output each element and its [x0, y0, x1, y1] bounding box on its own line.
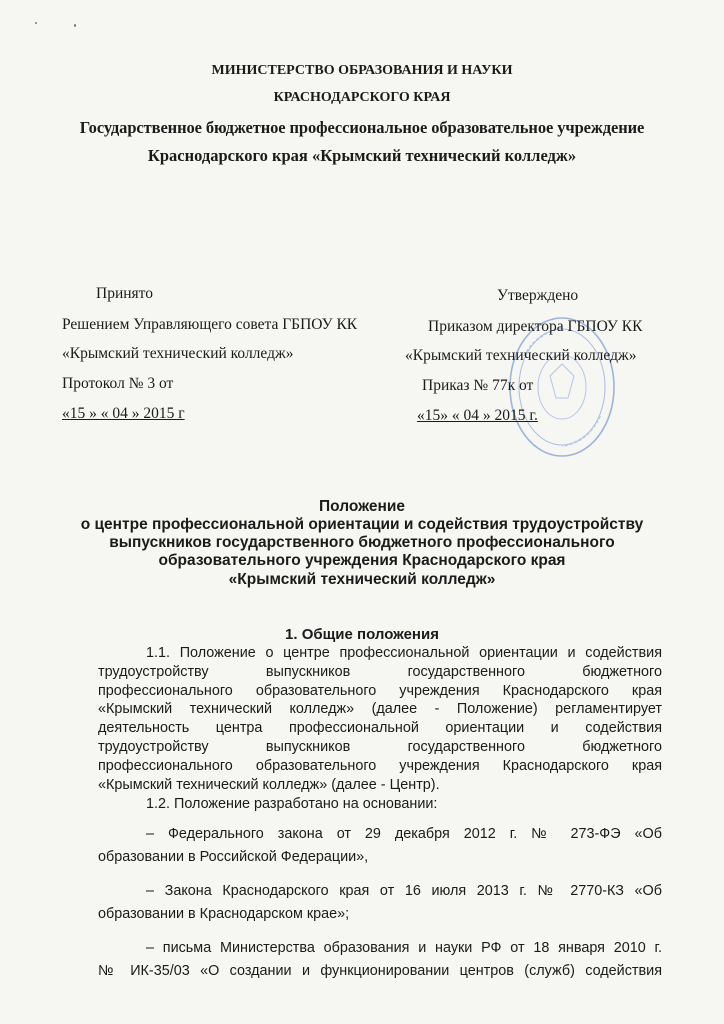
accepted-line-3: Протокол № 3 от	[62, 375, 174, 392]
body-line: образовании в Российской Федерации»,	[98, 849, 369, 865]
approved-line-3: Приказ № 77к от	[422, 377, 534, 394]
body-line: «Крымский технический колледж» (далее - Положение) регламентирует	[98, 701, 662, 717]
accepted-line-2: «Крымский технический колледж»	[62, 345, 294, 362]
doc-title-line-1: Положение	[318, 498, 406, 515]
section-heading: 1. Общие положения	[285, 626, 439, 643]
scan-speck	[74, 24, 76, 27]
body-line: 1.1. Положение о центре профессиональной ориентации и содействия	[146, 645, 662, 661]
doc-title-line-2: о центре профессиональной ориентации и содействия трудоустройству	[80, 516, 644, 533]
doc-title-line-3: выпускников государственного бюджетного профессионального	[109, 534, 615, 551]
doc-title-line-5: «Крымский технический колледж»	[228, 571, 496, 588]
body-line: «Крымский технический колледж» (далее - Центр).	[98, 777, 440, 793]
region-name: КРАСНОДАРСКОГО КРАЯ	[273, 90, 451, 105]
body-line: трудоустройству выпускников государственного бюджетного	[98, 664, 662, 680]
accepted-date: «15 » « 04 » 2015 г	[62, 405, 185, 422]
approved-title: Утверждено	[497, 287, 579, 304]
accepted-line-1: Решением Управляющего совета ГБПОУ КК	[62, 316, 358, 333]
institution-name: Краснодарского края «Крымский технический колледж»	[147, 146, 577, 165]
body-line: трудоустройству выпускников государственного бюджетного	[98, 739, 662, 755]
body-line: 1.2. Положение разработано на основании:	[146, 796, 438, 812]
approved-line-2: «Крымский технический колледж»	[405, 347, 637, 364]
accepted-title: Принято	[96, 285, 153, 302]
ministry-name: МИНИСТЕРСТВО ОБРАЗОВАНИЯ И НАУКИ	[211, 63, 513, 78]
body-line: – Закона Краснодарского края от 16 июля 2013 г. № 2770-КЗ «Об	[146, 883, 662, 899]
body-line: деятельность центра профессиональной ориентации и содействия	[98, 720, 662, 736]
body-line: профессионального образовательного учреждения Краснодарского края	[98, 758, 662, 774]
body-line: № ИК-35/03 «О создании и функционировании центров (служб) содействия	[98, 963, 662, 979]
body-line: профессионального образовательного учреждения Краснодарского края	[98, 683, 662, 699]
scan-speck	[35, 22, 37, 24]
doc-title-line-4: образовательного учреждения Краснодарского края	[158, 552, 566, 569]
body-line: – письма Министерства образования и науки РФ от 18 января 2010 г.	[146, 940, 662, 956]
approved-date: «15» « 04 » 2015 г.	[417, 407, 538, 424]
body-line: – Федерального закона от 29 декабря 2012 г. № 273-ФЭ «Об	[146, 826, 662, 842]
body-line: образовании в Краснодарском крае»;	[98, 906, 350, 922]
institution-type: Государственное бюджетное профессиональное образовательное учреждение	[79, 118, 645, 137]
approved-line-1: Приказом директора ГБПОУ КК	[428, 318, 643, 335]
